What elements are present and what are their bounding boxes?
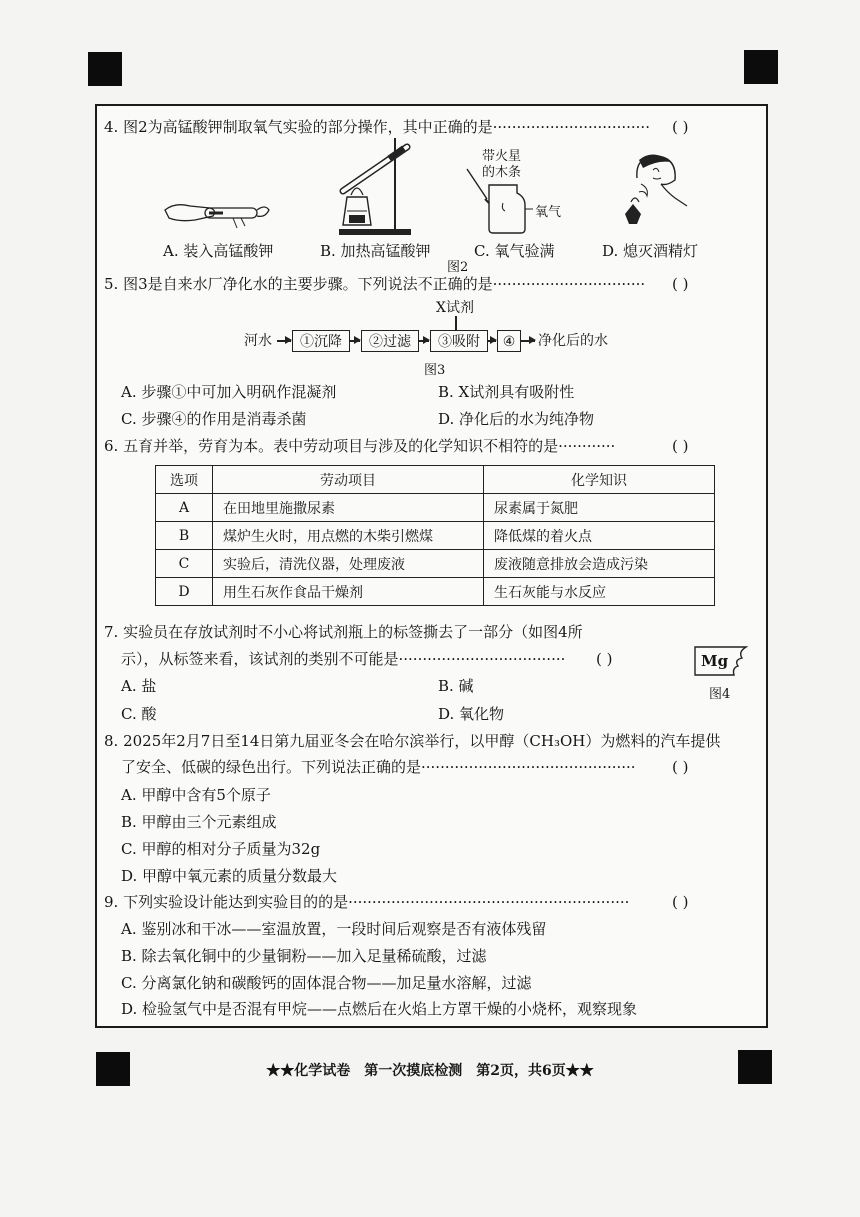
table-header-row [156,466,715,494]
q8-option-b: B. 甲醇由三个元素组成 [121,813,277,831]
fig3-river-water: 河水 [244,333,272,349]
table-cell-labor-item: 实验后，清洗仪器，处理废液 [213,550,484,578]
fig3-step-4: ④ [497,330,521,352]
table-cell-chem-knowledge: 降低煤的着火点 [484,522,715,550]
q7-stem-line-1: 7. 实验员在存放试剂时不小心将试剂瓶上的标签撕去了一部分（如图4所 [104,623,583,641]
q6-answer-blank[interactable]: ( ) [672,437,689,455]
fig3-step-3: ③吸附 [430,330,488,352]
fig4-label-text: Mg [701,652,729,670]
q7-option-b: B. 碱 [438,677,474,695]
fig2-a-loading-illustration [165,198,275,238]
q5-option-c: C. 步骤④的作用是消毒杀菌 [121,410,307,428]
fig3-arrow-2 [350,340,360,342]
q8-option-c: C. 甲醇的相对分子质量为32g [121,840,321,858]
fig3-purified-water: 净化后的水 [538,333,608,349]
q7-stem-line-2: 示），从标签来看，该试剂的类别不可能是··································· [121,650,566,668]
q7-option-a: A. 盐 [121,677,157,695]
fig3-arrow-1 [277,340,291,342]
table-cell-option: A [156,494,213,522]
q9-option-a: A. 鉴别冰和干冰——室温放置，一段时间后观察是否有液体残留 [121,920,547,938]
fig3-caption: 图3 [424,363,446,378]
fig2-c-splint-label-1: 带火星 [482,149,522,164]
table-cell-chem-knowledge: 生石灰能与水反应 [484,578,715,606]
q8-option-d: D. 甲醇中氧元素的质量分数最大 [121,867,338,885]
fig3-step-2: ②过滤 [361,330,419,352]
page-footer: ★★化学试卷 第一次摸底检测 第2页，共6页★★ [266,1063,594,1079]
fig4-caption: 图4 [709,687,731,702]
q5-option-b: B. X试剂具有吸附性 [438,383,575,401]
q4-answer-blank[interactable]: ( ) [672,118,689,136]
fig3-reagent-label: X试剂 [436,300,474,316]
fig3-arrow-5 [521,340,535,342]
q5-option-a: A. 步骤①中可加入明矾作混凝剂 [121,383,337,401]
q4-stem: 4. 图2为高锰酸钾制取氧气实验的部分操作，其中正确的是································· [104,118,650,136]
table-row [156,494,715,522]
fig3-arrow-4 [488,340,496,342]
fig3-reagent-arrow [455,316,457,330]
q8-option-a: A. 甲醇中含有5个原子 [121,786,271,804]
q6-table [155,465,715,606]
q5-answer-blank[interactable]: ( ) [672,275,689,293]
table-cell-chem-knowledge: 尿素属于氮肥 [484,494,715,522]
q9-option-b: B. 除去氧化铜中的少量铜粉——加入足量稀硫酸，过滤 [121,947,487,965]
q5-option-d: D. 净化后的水为纯净物 [438,410,595,428]
fig2-d-blow-out-lamp-illustration [617,150,687,230]
table-cell-chem-knowledge: 废液随意排放会造成污染 [484,550,715,578]
q7-option-d: D. 氧化物 [438,705,505,723]
fig2-caption: 图2 [447,260,469,275]
fig2-b-heating-illustration [335,133,415,238]
fig2-c-oxygen-label: 氧气 [535,205,562,220]
table-cell-option: D [156,578,213,606]
table-row [156,578,715,606]
table-cell-labor-item: 在田地里施撒尿素 [213,494,484,522]
q7-option-c: C. 酸 [121,705,157,723]
fig3-step-1: ①沉降 [292,330,350,352]
fig3-arrow-3 [419,340,429,342]
table-row [156,550,715,578]
registration-mark-top-right [744,50,778,84]
q4-option-d: D. 熄灭酒精灯 [602,242,699,260]
q9-option-c: C. 分离氯化钠和碳酸钙的固体混合物——加足量水溶解，过滤 [121,974,532,992]
q4-option-b: B. 加热高锰酸钾 [320,242,431,260]
q7-answer-blank[interactable]: ( ) [596,650,613,668]
q5-stem: 5. 图3是自来水厂净化水的主要步骤。下列说法不正确的是································ [104,275,646,293]
table-header-option: 选项 [156,466,213,494]
table-row [156,522,715,550]
q9-option-d: D. 检验氢气中是否混有甲烷——点燃后在火焰上方罩干燥的小烧杯，观察现象 [121,1000,638,1018]
q8-stem-line-2: 了安全、低碳的绿色出行。下列说法正确的是············································· [121,758,636,776]
q8-answer-blank[interactable]: ( ) [672,758,689,776]
table-header-chem-knowledge: 化学知识 [484,466,715,494]
table-cell-option: C [156,550,213,578]
fig2-c-splint-label-2: 的木条 [482,165,522,180]
q9-stem: 9. 下列实验设计能达到实验目的的是··························································· [104,893,630,911]
registration-mark-top-left [88,52,122,86]
table-cell-labor-item: 用生石灰作食品干燥剂 [213,578,484,606]
table-cell-labor-item: 煤炉生火时，用点燃的木柴引燃煤 [213,522,484,550]
q4-option-c: C. 氧气验满 [474,242,555,260]
table-header-labor-item: 劳动项目 [213,466,484,494]
table-cell-option: B [156,522,213,550]
q6-stem: 6. 五育并举，劳育为本。表中劳动项目与涉及的化学知识不相符的是············ [104,437,616,455]
q9-answer-blank[interactable]: ( ) [672,893,689,911]
q8-stem-line-1: 8. 2025年2月7日至14日第九届亚冬会在哈尔滨举行，以甲醇（CH₃OH）为燃料的汽车提供 [104,732,721,750]
q4-option-a: A. 装入高锰酸钾 [163,242,274,260]
